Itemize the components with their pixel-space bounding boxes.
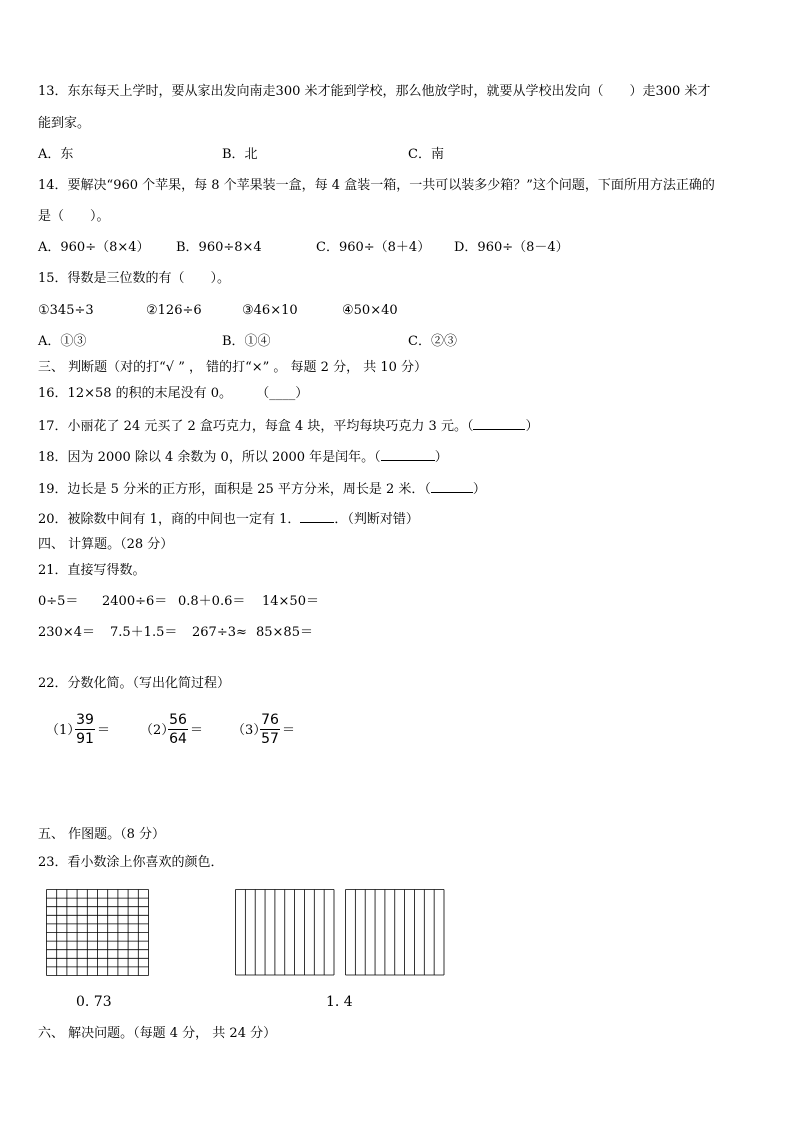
q14-option-a[interactable]: A．960÷（8×4）	[38, 240, 150, 255]
grid-label-0-73: 0. 73	[76, 994, 112, 1010]
q15-option-a[interactable]: A．①③	[38, 334, 87, 349]
q21-r2-c3: 267÷3≈	[192, 625, 247, 640]
q21-r2-c4: 85×85＝	[256, 625, 313, 640]
q13-option-c[interactable]: C．南	[408, 147, 444, 162]
q22-fraction-1	[75, 712, 95, 747]
fraction-1-denominator: 91	[76, 731, 94, 747]
q20-text: 20．被除数中间有 1，商的中间也一定有 1．	[38, 512, 301, 527]
fraction-2-denominator: 64	[169, 731, 187, 747]
q13-line1: 13．东东每天上学时，要从家出发向南走300 米才能到学校，那么他放学时，就要从学校出发向（ ）走300 米才	[38, 84, 711, 99]
section-4-heading: 四、 计算题。（28 分）	[38, 537, 174, 552]
q21-r1-c3: 0.8＋0.6＝	[178, 594, 246, 609]
q22-label-1: （1）	[46, 723, 81, 738]
q22-fraction-2	[168, 712, 188, 747]
fraction-3-denominator: 57	[261, 731, 279, 747]
q15-item-2: ②126÷6	[146, 303, 202, 318]
q22-fraction-3	[260, 712, 280, 747]
q22-label-3: （3）	[232, 723, 267, 738]
q15-item-4: ④50×40	[342, 303, 398, 318]
q22-title: 22．分数化简。（写出化简过程）	[38, 676, 231, 691]
fraction-1-numerator: 39	[76, 712, 94, 728]
section-3-heading: 三、 判断题（对的打“√ ” ， 错的打“×” 。 每题 2 分， 共 10 分）	[38, 360, 428, 375]
q14-line2: 是（ ）。	[38, 209, 110, 224]
q17	[38, 417, 538, 435]
q15-item-1: ①345÷3	[38, 303, 94, 318]
q15-line1: 15．得数是三位数的有（ ）。	[38, 271, 231, 286]
q21-r2-c2: 7.5＋1.5＝	[110, 625, 178, 640]
q22-eq-1: ＝	[97, 723, 111, 738]
q21-title: 21．直接写得数。	[38, 563, 146, 578]
q20	[38, 510, 419, 528]
fraction-2-bar	[168, 729, 188, 730]
q22-eq-2: ＝	[190, 723, 204, 738]
q18-answer-blank[interactable]	[381, 448, 435, 461]
q19-close-paren: ）	[472, 482, 486, 497]
fraction-3-numerator: 76	[261, 712, 279, 728]
q15-option-c[interactable]: C．②③	[408, 334, 457, 349]
q23-title: 23．看小数涂上你喜欢的颜色．	[38, 855, 224, 870]
q17-answer-blank[interactable]	[473, 417, 525, 430]
q16	[38, 386, 308, 402]
q21-r1-c1: 0÷5＝	[38, 594, 79, 609]
q17-text: 17．小丽花了 24 元买了 2 盒巧克力，每盒 4 块，平均每块巧克力 3 元。（	[38, 419, 474, 434]
q19	[38, 480, 486, 498]
q19-answer-blank[interactable]	[431, 480, 473, 493]
q19-text: 19．边长是 5 分米的正方形，面积是 25 平方分米，周长是 2 米．（	[38, 482, 431, 497]
q13-option-b[interactable]: B．北	[222, 147, 258, 162]
q18-close-paren: ）	[434, 450, 448, 465]
tenths-strip-box-1[interactable]	[235, 889, 335, 976]
q18	[38, 448, 448, 466]
fraction-3-bar	[260, 729, 280, 730]
q13-line2: 能到家。	[38, 116, 91, 131]
q22-label-2: （2）	[140, 723, 175, 738]
q20-answer-blank[interactable]	[300, 510, 334, 523]
grid-label-1-4: 1. 4	[326, 994, 353, 1010]
q20-tail: ．（判断对错）	[334, 512, 419, 527]
q16-answer-blank[interactable]: （____）	[256, 386, 309, 401]
q14-line1: 14．要解决“960 个苹果，每 8 个苹果装一盒，每 4 盒装一箱，一共可以装多少箱？”这个问题，下面所用方法正确的	[38, 178, 715, 193]
hundred-grid[interactable]	[46, 889, 149, 976]
q14-option-c[interactable]: C．960÷（8＋4）	[316, 240, 431, 255]
q22-eq-3: ＝	[282, 723, 296, 738]
fraction-1-bar	[75, 729, 95, 730]
q14-option-d[interactable]: D．960÷（8－4）	[454, 240, 569, 255]
section-5-heading: 五、 作图题。（8 分）	[38, 827, 166, 842]
q21-r2-c1: 230×4＝	[38, 625, 95, 640]
q15-item-3: ③46×10	[242, 303, 298, 318]
q15-option-b[interactable]: B．①④	[222, 334, 271, 349]
tenths-strip-box-2[interactable]	[345, 889, 445, 976]
q21-r1-c2: 2400÷6＝	[102, 594, 168, 609]
q17-close-paren: ）	[525, 419, 539, 434]
q21-r1-c4: 14×50＝	[262, 594, 319, 609]
q13-option-a[interactable]: A．东	[38, 147, 74, 162]
q14-option-b[interactable]: B．960÷8×4	[176, 240, 262, 255]
fraction-2-numerator: 56	[169, 712, 187, 728]
q18-text: 18．因为 2000 除以 4 余数为 0，所以 2000 年是闰年。（	[38, 450, 381, 465]
q16-text: 16．12×58 的积的末尾没有 0。	[38, 386, 233, 401]
section-6-heading: 六、 解决问题。（每题 4 分， 共 24 分）	[38, 1026, 277, 1041]
